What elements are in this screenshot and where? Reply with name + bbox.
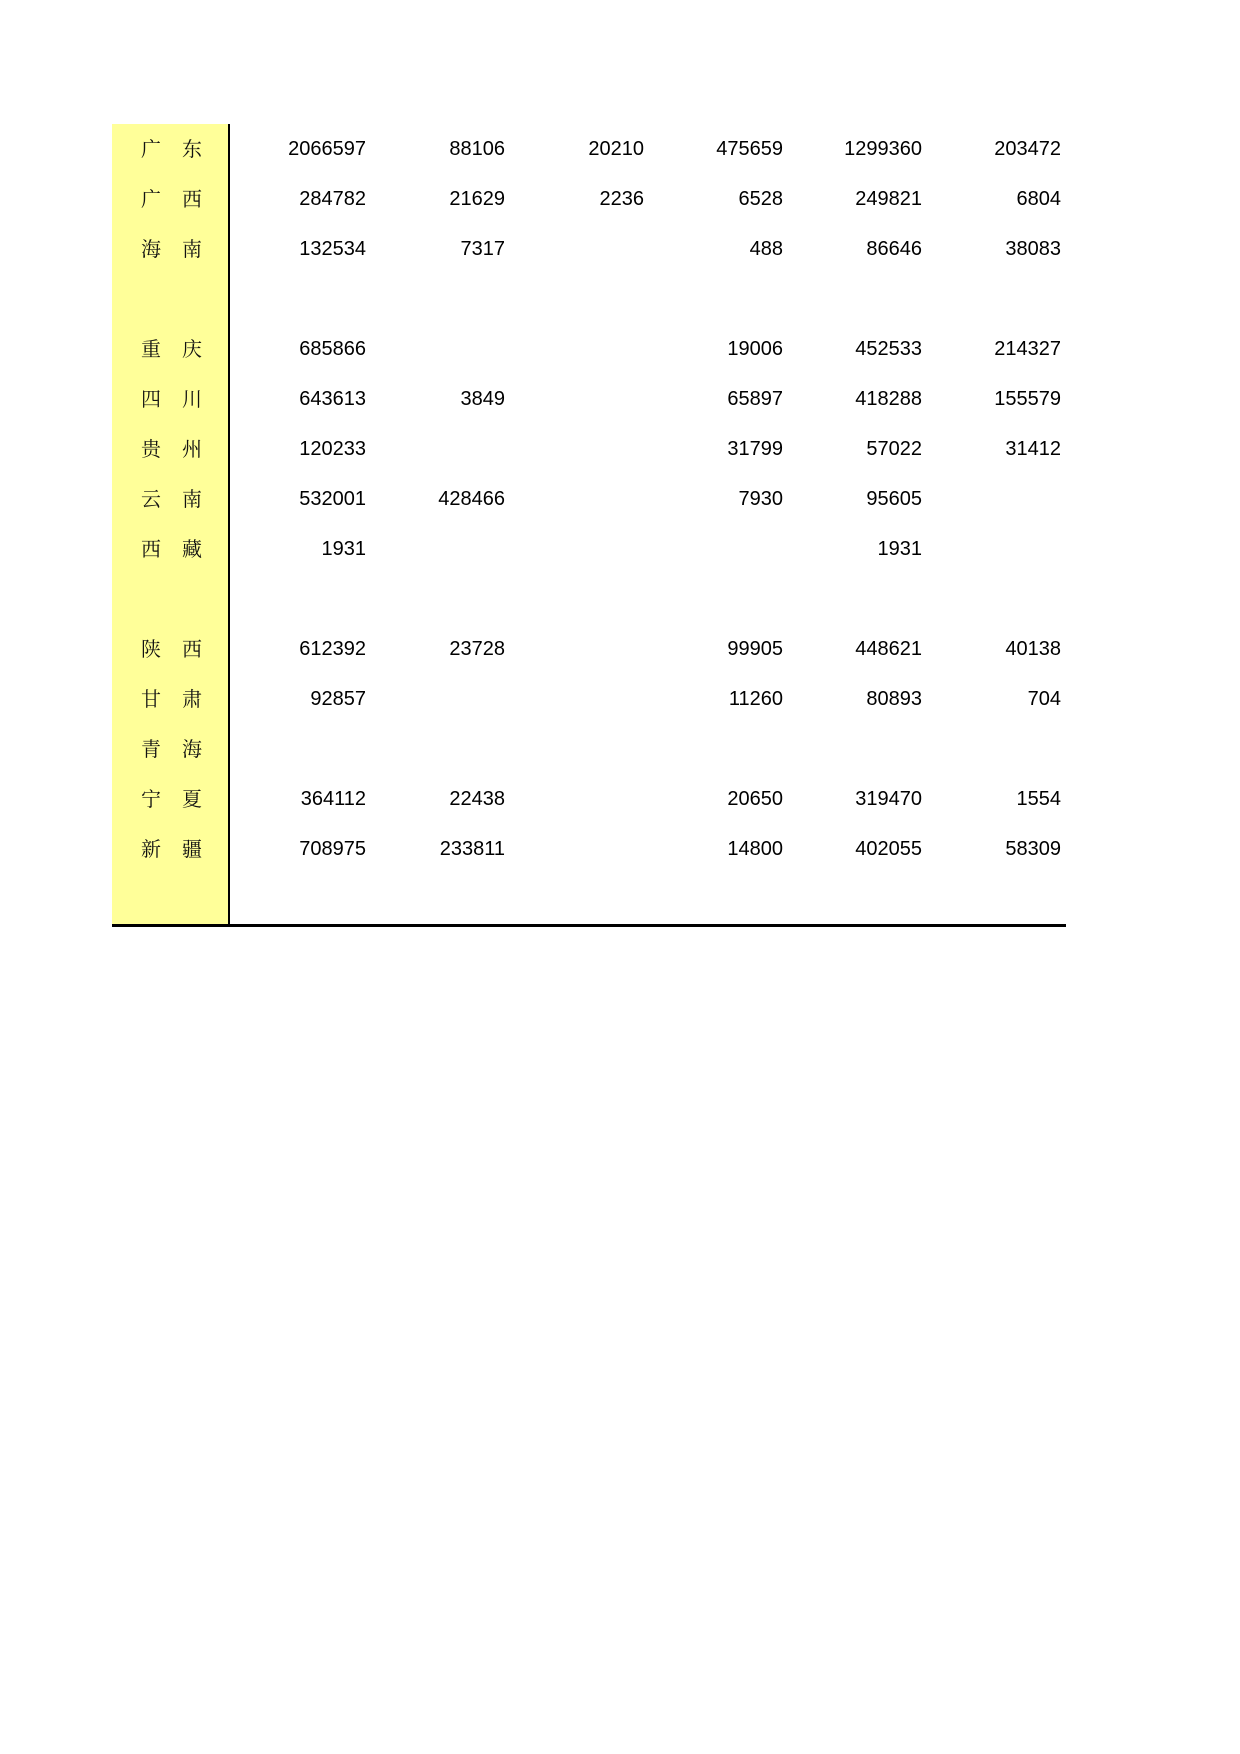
- cell-value: 203472: [994, 138, 1061, 160]
- region-name-char: 庆: [182, 337, 202, 361]
- cell-value: 708975: [299, 838, 366, 860]
- cell-value: 86646: [866, 238, 922, 260]
- cell-value: 99905: [727, 638, 783, 660]
- data-table: [112, 124, 1066, 924]
- cell-value: 1931: [321, 538, 366, 560]
- cell-value: 364112: [300, 788, 366, 810]
- cell-value: 6804: [1016, 188, 1061, 210]
- cell-value: [941, 724, 1061, 774]
- cell-value: 58309: [1005, 838, 1061, 860]
- table-row: [112, 474, 1066, 524]
- cell-value: 402055: [855, 838, 922, 860]
- table-row: [112, 424, 1066, 474]
- cell-value: [385, 524, 505, 574]
- region-name-char: 云: [141, 487, 161, 511]
- cell-value: [663, 724, 783, 774]
- cell-value: 612392: [299, 638, 366, 660]
- cell-value: 532001: [299, 488, 366, 510]
- table-row: [112, 224, 1066, 274]
- table-row: [112, 624, 1066, 674]
- table-row: [112, 124, 1066, 174]
- cell-value: 233811: [439, 838, 505, 860]
- table-row: [112, 524, 1066, 574]
- cell-value: [941, 524, 1061, 574]
- cell-value: [524, 424, 644, 474]
- table-row: [112, 774, 1066, 824]
- region-name-char: 东: [182, 137, 202, 161]
- cell-value: 214327: [994, 338, 1061, 360]
- table-row: [112, 324, 1066, 374]
- region-name-char: 青: [141, 737, 161, 761]
- cell-value: [524, 524, 644, 574]
- table-row: [112, 674, 1066, 724]
- cell-value: [385, 424, 505, 474]
- cell-value: 22438: [449, 788, 505, 810]
- cell-value: 65897: [727, 388, 783, 410]
- region-name-char: 甘: [141, 687, 161, 711]
- cell-value: [524, 774, 644, 824]
- cell-value: 319470: [855, 788, 922, 810]
- cell-value: 643613: [299, 388, 366, 410]
- cell-value: 80893: [866, 688, 922, 710]
- region-name-char: 西: [141, 537, 161, 561]
- region-name-char: 州: [182, 437, 202, 461]
- cell-value: 88106: [449, 138, 505, 160]
- cell-value: 418288: [855, 388, 922, 410]
- cell-value: [524, 674, 644, 724]
- region-name-char: 疆: [182, 837, 202, 861]
- region-name-char: 夏: [182, 787, 202, 811]
- cell-value: [524, 224, 644, 274]
- cell-value: 1931: [877, 538, 922, 560]
- cell-value: [385, 724, 505, 774]
- region-name-char: 西: [182, 637, 202, 661]
- region-name-char: 海: [182, 737, 202, 761]
- cell-value: [941, 474, 1061, 524]
- region-name-char: 西: [182, 187, 202, 211]
- cell-value: 57022: [866, 438, 922, 460]
- cell-value: 488: [749, 238, 783, 260]
- cell-value: 120233: [299, 438, 366, 460]
- cell-value: 3849: [460, 388, 505, 410]
- region-name-char: 广: [141, 137, 161, 161]
- region-name-char: 贵: [141, 437, 161, 461]
- cell-value: [385, 324, 505, 374]
- cell-value: [524, 374, 644, 424]
- cell-value: 452533: [855, 338, 922, 360]
- cell-value: 704: [1027, 688, 1061, 710]
- cell-value: 685866: [299, 338, 366, 360]
- cell-value: 7317: [460, 238, 505, 260]
- cell-value: [524, 824, 644, 874]
- cell-value: [524, 474, 644, 524]
- region-name-char: 肃: [182, 687, 202, 711]
- cell-value: [524, 324, 644, 374]
- cell-value: 11260: [728, 688, 783, 710]
- region-name-char: 宁: [141, 787, 161, 811]
- cell-value: 20210: [588, 138, 644, 160]
- cell-value: 20650: [727, 788, 783, 810]
- cell-value: 31799: [727, 438, 783, 460]
- cell-value: 428466: [438, 488, 505, 510]
- cell-value: 14800: [727, 838, 783, 860]
- cell-value: 284782: [299, 188, 366, 210]
- cell-value: [524, 724, 644, 774]
- region-name-char: 重: [141, 337, 161, 361]
- table-row: [112, 174, 1066, 224]
- table-row: [112, 824, 1066, 874]
- cell-value: 19006: [727, 338, 783, 360]
- cell-value: 95605: [866, 488, 922, 510]
- region-name-char: 南: [182, 237, 202, 261]
- cell-value: [663, 524, 783, 574]
- cell-value: 7930: [738, 488, 783, 510]
- cell-value: [524, 624, 644, 674]
- cell-value: [246, 724, 366, 774]
- cell-value: [802, 724, 922, 774]
- cell-value: 448621: [855, 638, 922, 660]
- cell-value: 132534: [299, 238, 366, 260]
- region-name-char: 川: [182, 387, 202, 411]
- table-row: [112, 724, 1066, 774]
- cell-value: 40138: [1005, 638, 1061, 660]
- table-row: [112, 374, 1066, 424]
- cell-value: 92857: [310, 688, 366, 710]
- cell-value: 31412: [1005, 438, 1061, 460]
- cell-value: 38083: [1005, 238, 1061, 260]
- cell-value: 23728: [449, 638, 505, 660]
- cell-value: 6528: [738, 188, 783, 210]
- region-name-char: 南: [182, 487, 202, 511]
- region-name-char: 陕: [141, 637, 161, 661]
- cell-value: 155579: [994, 388, 1061, 410]
- region-name-char: 四: [141, 387, 161, 411]
- region-name-char: 海: [141, 237, 161, 261]
- table-bottom-rule: [112, 924, 1066, 927]
- cell-value: [385, 674, 505, 724]
- cell-value: 21629: [449, 188, 505, 210]
- cell-value: 2066597: [288, 138, 366, 160]
- cell-value: 1554: [1016, 788, 1061, 810]
- cell-value: 475659: [716, 138, 783, 160]
- region-name-char: 广: [141, 187, 161, 211]
- region-name-char: 藏: [182, 537, 202, 561]
- cell-value: 2236: [599, 188, 644, 210]
- region-name-char: 新: [141, 837, 161, 861]
- cell-value: 1299360: [844, 138, 922, 160]
- cell-value: 249821: [855, 188, 922, 210]
